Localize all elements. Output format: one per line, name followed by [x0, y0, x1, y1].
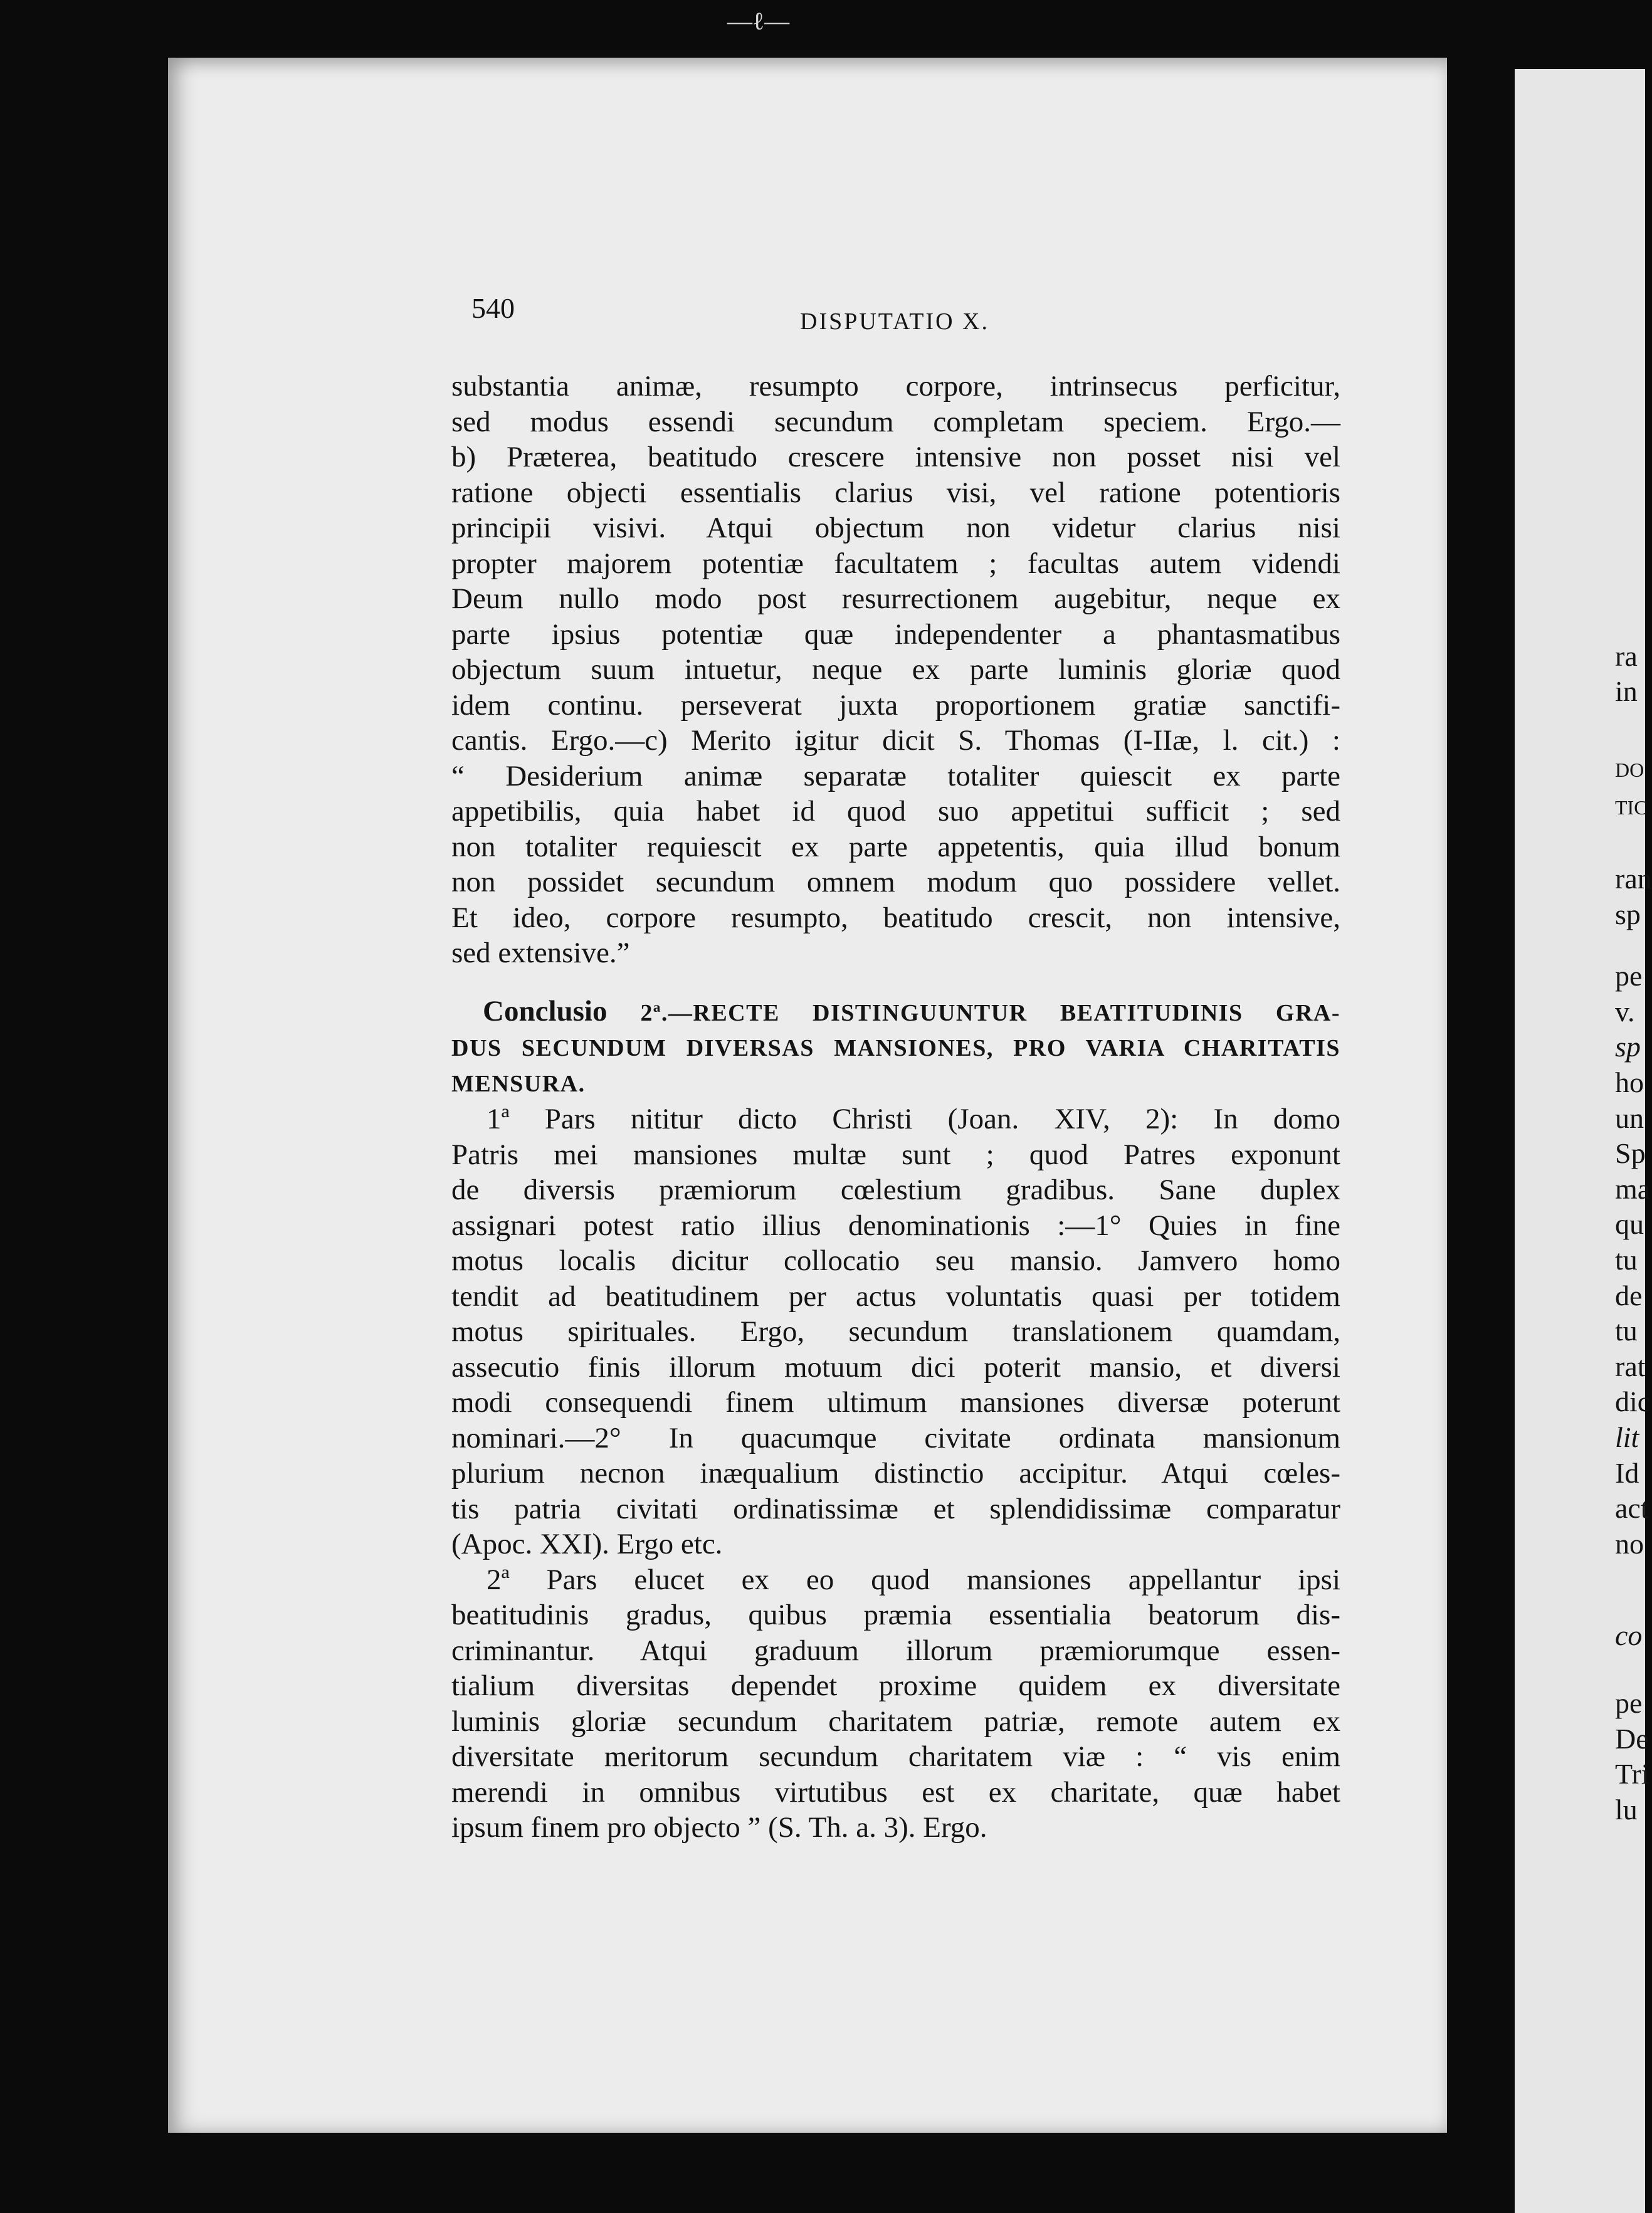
fragment-text: de — [1615, 1280, 1643, 1312]
body-text — [451, 369, 1340, 1846]
text-line: assignari potest ratio illius denominationis :—1° Quies in fine — [451, 1209, 1340, 1242]
text-line: tialium diversitas dependet proxime quidem ex diversitate — [451, 1669, 1340, 1702]
text-line: tis patria civitati ordinatissimæ et splendidissimæ comparatur — [451, 1492, 1340, 1525]
fragment-text: sp — [1615, 898, 1641, 930]
text-line: tendit ad beatitudinem per actus voluntatis quasi per totidem — [451, 1280, 1340, 1313]
fragment-text: v. — [1615, 996, 1635, 1028]
text-line: motus localis dicitur collocatio seu mansio. Jamvero homo — [451, 1244, 1340, 1277]
fragment-text: ra — [1615, 640, 1638, 672]
fragment-text: act — [1615, 1492, 1649, 1524]
text-line: principii visivi. Atqui objectum non videtur clarius nisi — [451, 512, 1340, 544]
text-line: de diversis præmiorum cœlestium gradibus. Sane duplex — [451, 1174, 1340, 1206]
fragment-text: DO — [1615, 759, 1644, 781]
text-line: propter majorem potentiæ facultatem ; facultas autem videndi — [451, 547, 1340, 580]
running-title: DISPUTATIO X. — [800, 308, 989, 335]
fragment-text: rat — [1615, 1350, 1646, 1382]
text-line: modi consequendi finem ultimum mansiones diversæ poterunt — [451, 1386, 1340, 1419]
text-line: sed extensive.” — [451, 937, 630, 969]
text-line: “ Desiderium animæ separatæ totaliter quiescit ex parte — [451, 759, 1340, 792]
text-line: motus spirituales. Ergo, secundum translationem quamdam, — [451, 1315, 1340, 1348]
text-line: Et ideo, corpore resumpto, beatitudo crescit, non intensive, — [451, 901, 1340, 934]
paragraph-1 — [451, 369, 1340, 971]
fragment-text: tu — [1615, 1244, 1638, 1276]
conclusio-label: Conclusio — [483, 994, 608, 1028]
paragraph-gap — [451, 971, 1340, 994]
text-line: cantis. Ergo.—c) Merito igitur dicit S. Thomas (I-IIæ, l. cit.) : — [451, 724, 1340, 757]
text-line: sed modus essendi secundum completam speciem. Ergo.— — [451, 405, 1340, 438]
paragraph-pars-1 — [451, 1101, 1340, 1562]
text-line: DUS SECUNDUM DIVERSAS MANSIONES, PRO VARIA CHARITATIS — [451, 1035, 1340, 1061]
fragment-text: dic — [1615, 1385, 1651, 1417]
text-line: parte ipsius potentiæ quæ independenter a phantasmatibus — [451, 618, 1340, 651]
scan-mark: —ℓ— — [727, 7, 790, 35]
text-line: merendi in omnibus virtutibus est ex charitate, quæ habet — [451, 1775, 1340, 1809]
fragment-text: ho — [1615, 1066, 1644, 1098]
fragment-text: Sp — [1615, 1137, 1646, 1169]
text-line: beatitudinis gradus, quibus præmia essentialia beatorum dis- — [451, 1599, 1340, 1631]
page-number: 540 — [471, 292, 515, 324]
fragment-text: tu — [1615, 1315, 1638, 1347]
text-line: plurium necnon inæqualium distinctio accipitur. Atqui cœles- — [451, 1457, 1340, 1490]
fragment-text: Id — [1615, 1457, 1639, 1489]
text-line: MENSURA. — [451, 1070, 586, 1097]
fragment-text: in — [1615, 675, 1638, 707]
text-line: ipsum finem pro objecto ” (S. Th. a. 3). Ergo. — [451, 1811, 987, 1844]
fragment-text: lit — [1615, 1421, 1639, 1453]
fragment-text: De — [1615, 1723, 1649, 1755]
text-line: idem continu. perseverat juxta proportionem gratiæ sanctifi- — [451, 688, 1340, 722]
fragment-text: TIC — [1615, 796, 1648, 819]
text-line: (Apoc. XXI). Ergo etc. — [451, 1528, 723, 1560]
text-line: ratione objecti essentialis clarius visi, vel ratione potentioris — [451, 476, 1340, 509]
fragment-text: pe — [1615, 1687, 1643, 1719]
text-line: luminis gloriæ secundum charitatem patriæ, remote autem ex — [451, 1705, 1340, 1738]
fragment-text: sp — [1615, 1031, 1641, 1063]
text-line: Deum nullo modo post resurrectionem augebitur, neque ex — [451, 582, 1340, 615]
adjacent-page-edge — [1515, 69, 1652, 2213]
text-line: objectum suum intuetur, neque ex parte luminis gloriæ quod — [451, 653, 1340, 686]
text-line — [451, 994, 1340, 1031]
fragment-text: un — [1615, 1102, 1644, 1134]
fragment-text: lu — [1615, 1794, 1638, 1826]
text-line: non possidet secundum omnem modum quo possidere vellet. — [451, 866, 1340, 898]
text-line: nominari.—2° In quacumque civitate ordinata mansionum — [451, 1421, 1340, 1454]
text-line: diversitate meritorum secundum charitatem viæ : “ vis enim — [451, 1740, 1340, 1773]
fragment-text: ran — [1615, 863, 1652, 895]
text-line: substantia animæ, resumpto corpore, intrinsecus perficitur, — [451, 370, 1340, 402]
text-line: Patris mei mansiones multæ sunt ; quod Patres exponunt — [451, 1138, 1340, 1171]
fragment-text: qu — [1615, 1208, 1644, 1240]
conclusio-text: 2ª.—RECTE DISTINGUUNTUR BEATITUDINIS GRA- — [640, 999, 1341, 1026]
fragment-text: Tri — [1615, 1758, 1649, 1790]
text-line: appetibilis, quia habet id quod suo appetitui sufficit ; sed — [451, 795, 1340, 828]
text-line: non totaliter requiescit ex parte appetentis, quia illud bonum — [451, 830, 1340, 863]
conclusio-heading — [451, 994, 1340, 1102]
fragment-text: ma — [1615, 1173, 1651, 1205]
text-line: b) Præterea, beatitudo crescere intensive non posset nisi vel — [451, 441, 1340, 473]
fragment-text: pe — [1615, 960, 1643, 992]
fragment-text: co — [1615, 1619, 1643, 1651]
text-line: assecutio finis illorum motuum dici poterit mansio, et diversi — [451, 1350, 1340, 1384]
text-line: 1ª Pars nititur dicto Christi (Joan. XIV, 2): In domo — [487, 1103, 1340, 1135]
paragraph-pars-2 — [451, 1562, 1340, 1846]
text-line: 2ª Pars elucet ex eo quod mansiones appellantur ipsi — [487, 1563, 1340, 1596]
fragment-text: no — [1615, 1528, 1644, 1560]
text-line: criminantur. Atqui graduum illorum præmiorumque essen- — [451, 1634, 1340, 1667]
